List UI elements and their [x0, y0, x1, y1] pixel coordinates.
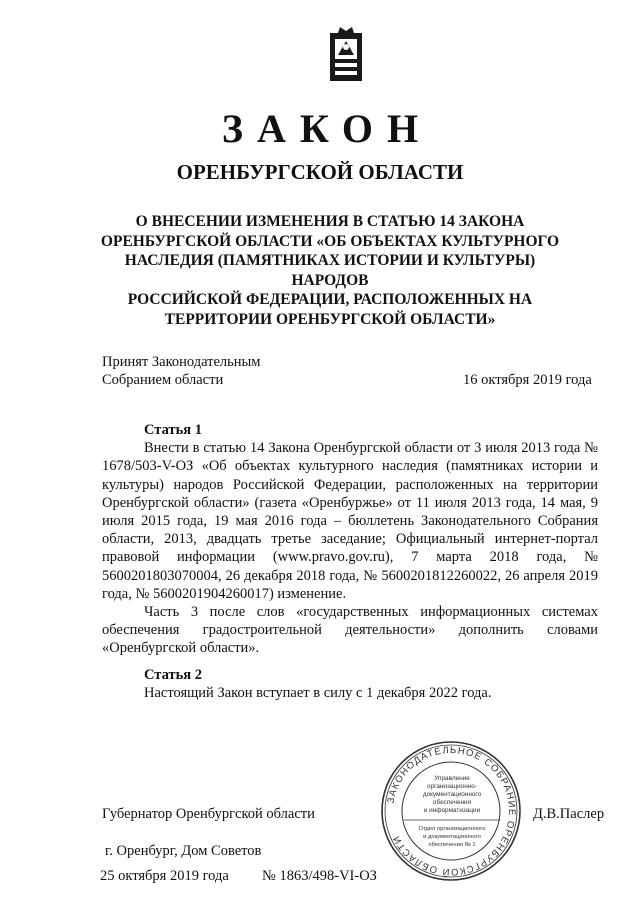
- adopted-by-line1: Принят Законодательным: [102, 354, 261, 370]
- subject-line: ОРЕНБУРГСКОЙ ОБЛАСТИ «ОБ ОБЪЕКТАХ КУЛЬТУРНОГО: [100, 232, 560, 250]
- signatory-name: Д.В.Паслер: [533, 806, 605, 822]
- article-1: [102, 421, 598, 658]
- signing-place: г. Оренбург, Дом Советов: [105, 843, 262, 859]
- document-region: ОРЕНБУРГСКОЙ ОБЛАСТИ: [176, 160, 464, 184]
- coat-of-arms-icon: [326, 27, 366, 85]
- article-2-heading: Статья 2: [144, 667, 202, 683]
- seal-lower-line: и документационного: [423, 834, 481, 840]
- seal-center-line: организационно-: [427, 783, 477, 790]
- signatory-position: Губернатор Оренбургской области: [102, 806, 315, 822]
- adopted-date: 16 октября 2019 года: [463, 372, 592, 388]
- official-seal-icon: [380, 740, 522, 882]
- seal-center-line: обеспечения: [432, 799, 472, 806]
- adopted-by-line2: Собранием области: [102, 372, 224, 388]
- article-2-paragraph-1: Настоящий Закон вступает в силу с 1 декабря 2022 года.: [144, 685, 492, 702]
- law-subject: [95, 212, 565, 329]
- article-1-paragraph-1: Внести в статью 14 Закона Оренбургской области от 3 июля 2013 года № 1678/503-V-ОЗ «Об объектах культурного наследия (памятниках истории и культуры) народов Российской Федерации, расположенных на территории Оренбургской области» (газета «Оренбуржье» от 11 июля 2013 года, 14 мая, 9 июля 2015 года, 19 мая 2016 года – бюллетень Законодательного Собрания области, 2013, двадцать третье заседание; Официальный интернет-портал правовой информации (www.pravo.gov.ru), 7 марта 2018 года, № 5600201803070004, 26 декабря 2018 года, № 5600201812260022, 26 апреля 2019 года, № 5600201904260017) изменение.: [102, 440, 598, 602]
- article-2: [102, 666, 598, 702]
- subject-line: РОССИЙСКОЙ ФЕДЕРАЦИИ, РАСПОЛОЖЕННЫХ НА: [127, 291, 533, 308]
- seal-lower-line: обеспечения № 1: [428, 842, 476, 848]
- law-number: № 1863/498-VI-ОЗ: [262, 868, 377, 884]
- subject-line: НАСЛЕДИЯ (ПАМЯТНИКАХ ИСТОРИИ И КУЛЬТУРЫ) НАРОДОВ: [124, 252, 536, 289]
- seal-lower-line: Отдел организационного: [418, 826, 486, 832]
- document-title: ЗАКОН: [221, 106, 433, 151]
- seal-center-line: Управление: [434, 775, 470, 782]
- seal-ring-text: ЗАКОНОДАТЕЛЬНОЕ СОБРАНИЕ ОРЕНБУРГСКОЙ ОБЛАСТИ: [385, 744, 518, 878]
- subject-line: О ВНЕСЕНИИ ИЗМЕНЕНИЯ В СТАТЬЮ 14 ЗАКОНА: [135, 213, 525, 230]
- article-1-heading: Статья 1: [144, 422, 202, 438]
- subject-line: ТЕРРИТОРИИ ОРЕНБУРГСКОЙ ОБЛАСТИ»: [164, 310, 496, 328]
- article-1-paragraph-2: Часть 3 после слов «государственных информационных системах обеспечения градостроительной деятельности» дополнить словами «Оренбургской области».: [102, 604, 598, 657]
- seal-center-line: и информатизации: [423, 807, 481, 814]
- seal-center-line: документационного: [422, 791, 482, 798]
- signing-date: 25 октября 2019 года: [100, 868, 229, 884]
